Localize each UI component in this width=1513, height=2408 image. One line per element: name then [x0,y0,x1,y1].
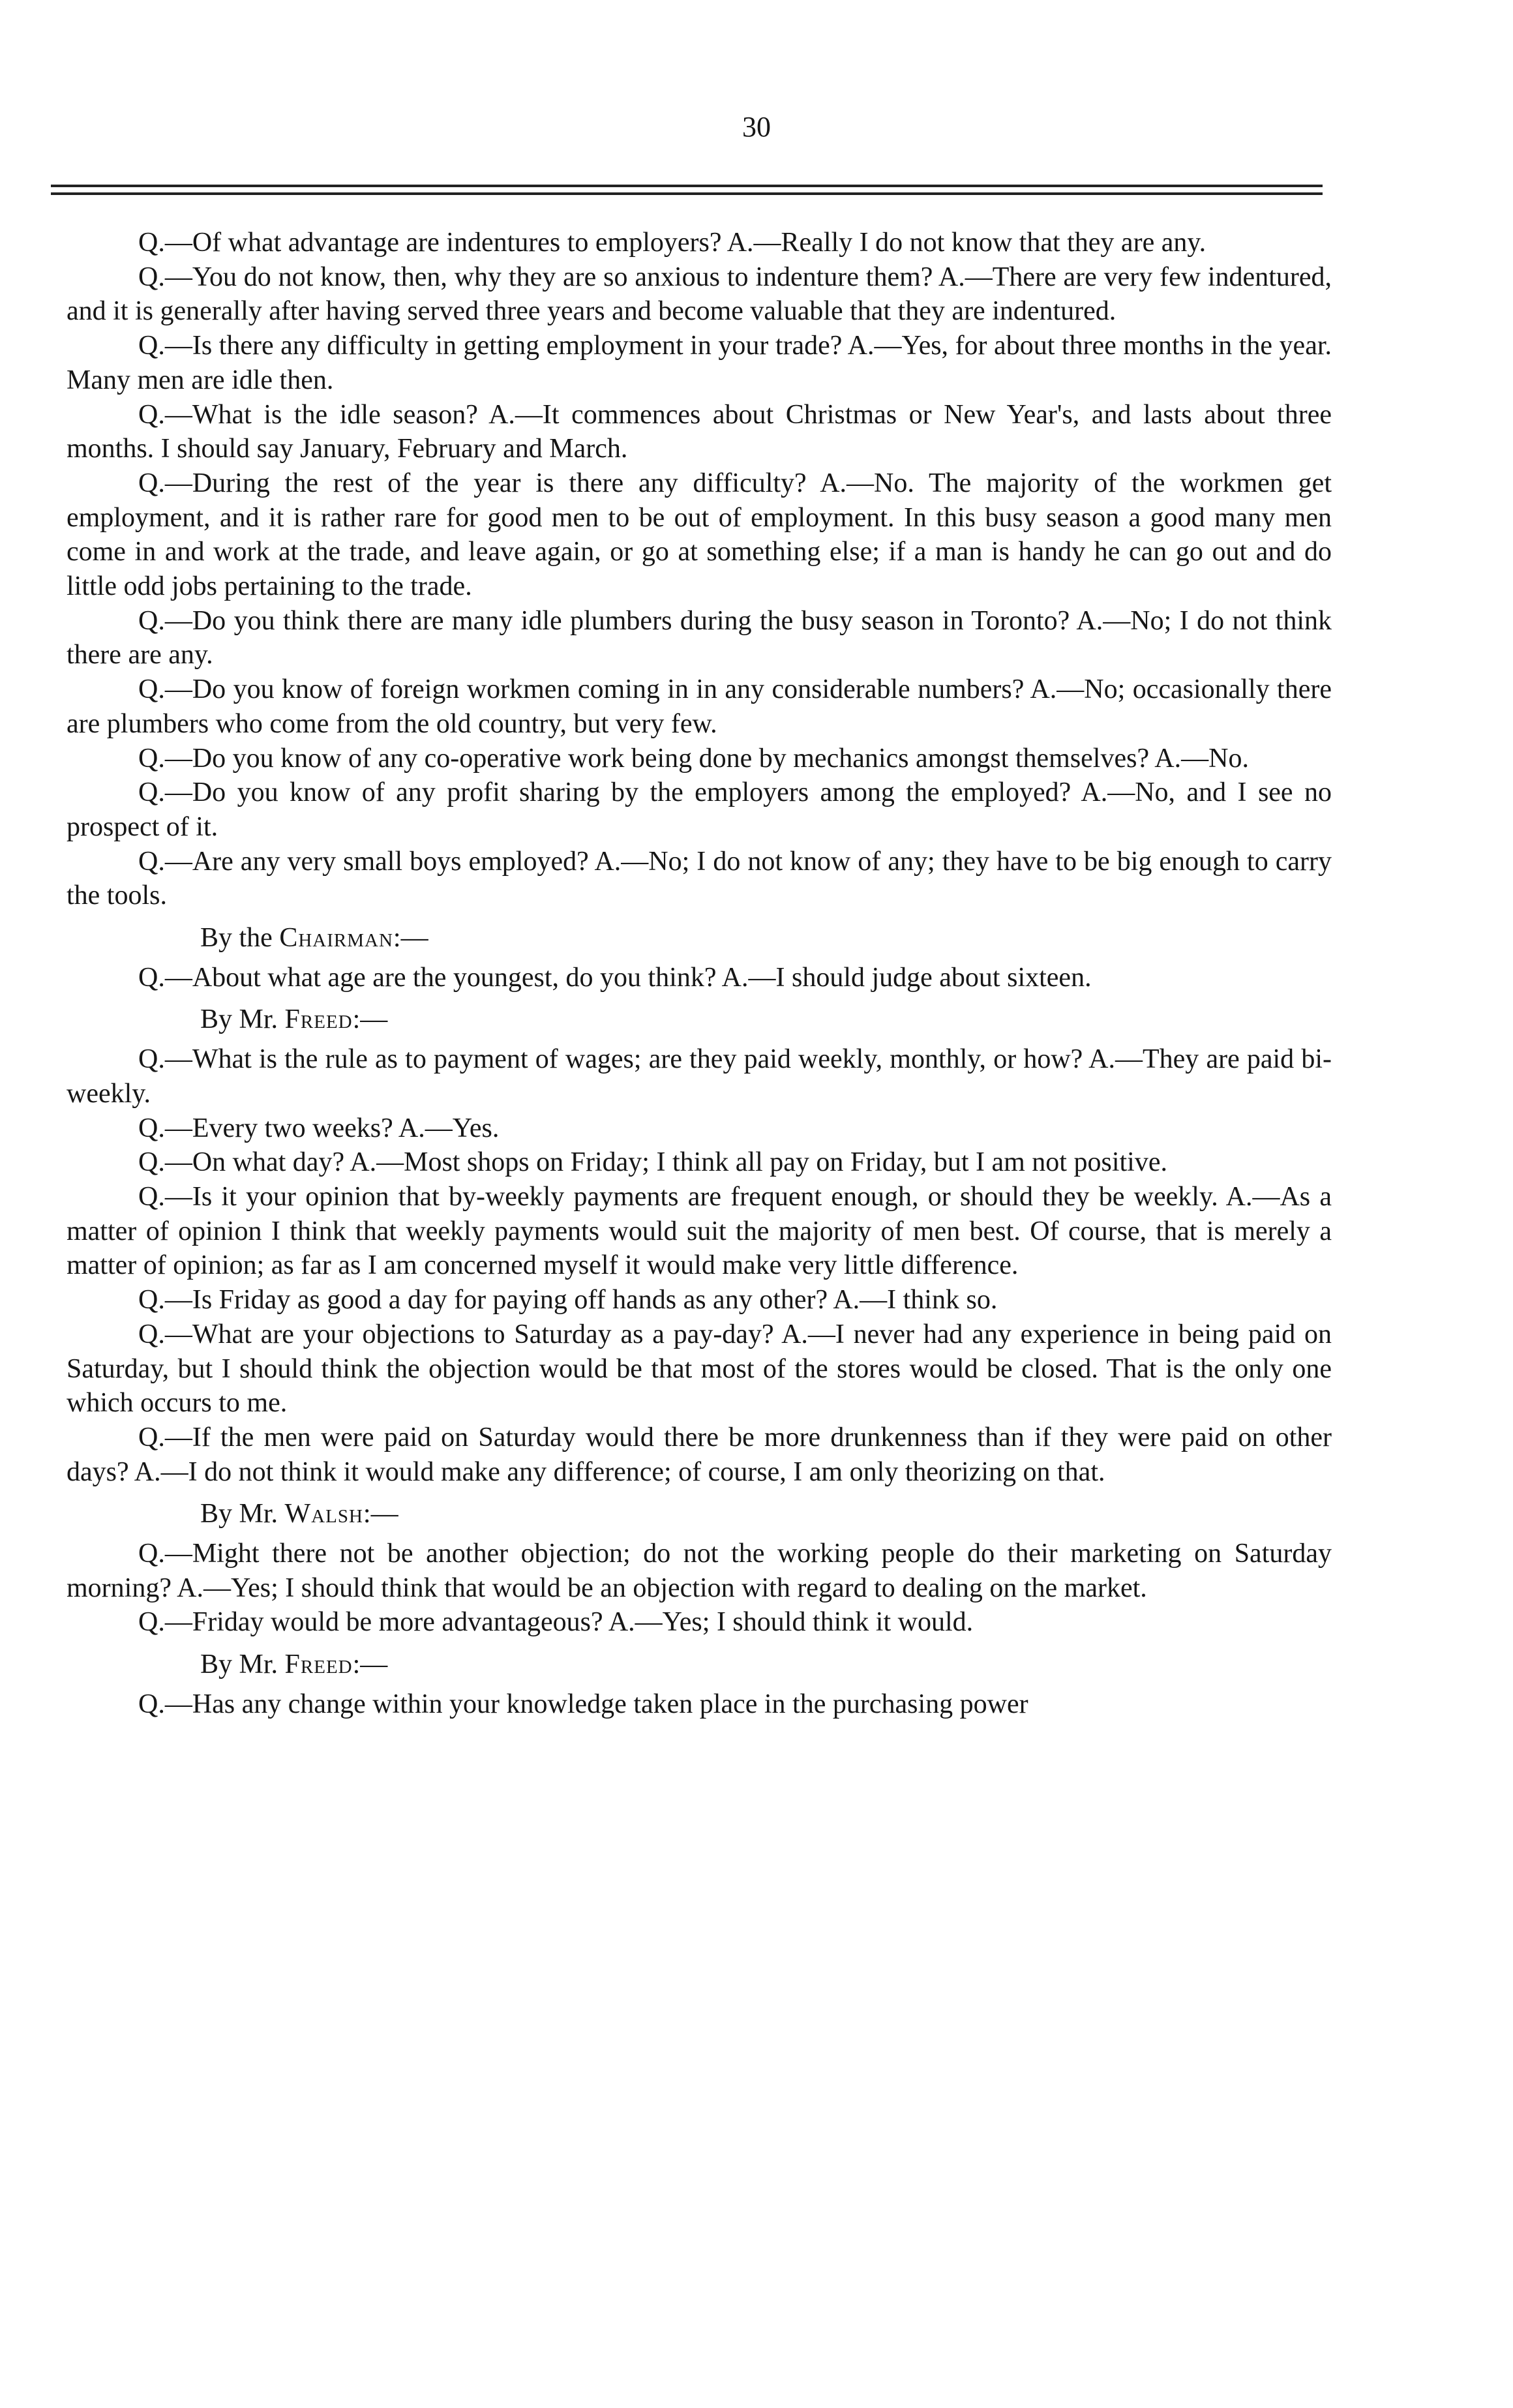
qa-paragraph: Q.—Friday would be more advantageous? A.—Yes; I should think it would. [138,1607,974,1638]
examiner-heading-chairman [67,921,1332,956]
qa-paragraph: Q.—Is Friday as good a day for paying off hands as any other? A.—I think so. [138,1285,998,1316]
qa-paragraph: Q.—Might there not be another objection; do not the working people do their marketing on Saturday morning? A.—Yes; I should think that would be an objection with regard to dealing on the market. [67,1539,1332,1603]
qa-paragraph: Q.—Do you know of foreign workmen coming in in any considerable numbers? A.—No; occasionally there are plumbers who come from the old country, but very few. [67,674,1332,739]
qa-paragraph: Q.—What is the rule as to payment of wages; are they paid weekly, monthly, or how? A.—They are paid bi-weekly. [67,1044,1332,1109]
heading-prefix: By Mr. [200,1004,285,1035]
qa-paragraph: Q.—Are any very small boys employed? A.—No; I do not know of any; they have to be big enough to carry the tools. [67,846,1332,911]
examiner-heading-freed [67,1648,1332,1682]
testimony-body [67,226,1332,1722]
header-rule-top [51,185,1323,187]
examiner-name: Freed [284,1649,353,1680]
qa-paragraph: Q.—Has any change within your knowledge taken place in the purchasing power [138,1689,1028,1719]
qa-paragraph: Q.—Every two weeks? A.—Yes. [138,1113,500,1143]
qa-paragraph: Q.—Is it your opinion that by-weekly payments are frequent enough, or should they be weekly. A.—As a matter of opinion I think that weekly payments would suit the majority of men best. Of course, that is merely a matter of opinion; as far as I am concerned myself it would make very little difference. [67,1181,1332,1281]
page-number: 30 [742,111,771,143]
heading-suffix: :— [352,1004,388,1035]
qa-paragraph: Q.—If the men were paid on Saturday would there be more drunkenness than if they were paid on other days? A.—I do not think it would make any difference; of course, I am only theorizing on that. [67,1422,1332,1487]
examiner-name: Freed [284,1004,353,1035]
qa-paragraph: Q.—About what age are the youngest, do you think? A.—I should judge about sixteen. [138,962,1092,993]
examiner-name: Chairman [279,923,393,954]
qa-paragraph: Q.—During the rest of the year is there any difficulty? A.—No. The majority of the workmen get employment, and it is rather rare for good men to be out of employment. In this busy season a good many men come in and work at the trade, and leave again, or go at something else; if a man is handy he can go out and do little odd jobs pertaining to the trade. [67,468,1332,602]
examiner-heading-freed [67,1002,1332,1037]
heading-suffix: :— [352,1649,388,1680]
qa-paragraph: Q.—On what day? A.—Most shops on Friday; I think all pay on Friday, but I am not positive. [138,1147,1167,1178]
heading-prefix: By Mr. [200,1649,285,1680]
qa-paragraph: Q.—Do you know of any profit sharing by the employers among the employed? A.—No, and I see no prospect of it. [67,777,1332,842]
qa-paragraph: Q.—What is the idle season? A.—It commences about Christmas or New Year's, and lasts about three months. I should say January, February and March. [67,399,1332,464]
qa-paragraph: Q.—What are your objections to Saturday as a pay-day? A.—I never had any experience in being paid on Saturday, but I should think the objection would be that most of the stores would be closed. That is the only one which occurs to me. [67,1319,1332,1419]
qa-paragraph: Q.—Is there any difficulty in getting employment in your trade? A.—Yes, for about three months in the year. Many men are idle then. [67,331,1332,395]
heading-suffix: :— [363,1499,398,1529]
examiner-heading-walsh [67,1497,1332,1531]
qa-paragraph: Q.—Of what advantage are indentures to employers? A.—Really I do not know that they are any. [138,228,1206,258]
qa-paragraph: Q.—Do you know of any co-operative work being done by mechanics amongst themselves? A.—No. [138,743,1249,774]
header-rule-bottom [51,192,1323,195]
qa-paragraph: Q.—Do you think there are many idle plumbers during the busy season in Toronto? A.—No; I do not think there are any. [67,605,1332,670]
heading-prefix: By the [200,923,280,954]
heading-suffix: :— [393,923,428,954]
qa-paragraph: Q.—You do not know, then, why they are so anxious to indenture them? A.—There are very few indentured, and it is generally after having served three years and become valuable that they are indentured. [67,262,1332,327]
examiner-name: Walsh [284,1499,363,1529]
heading-prefix: By Mr. [200,1499,285,1529]
